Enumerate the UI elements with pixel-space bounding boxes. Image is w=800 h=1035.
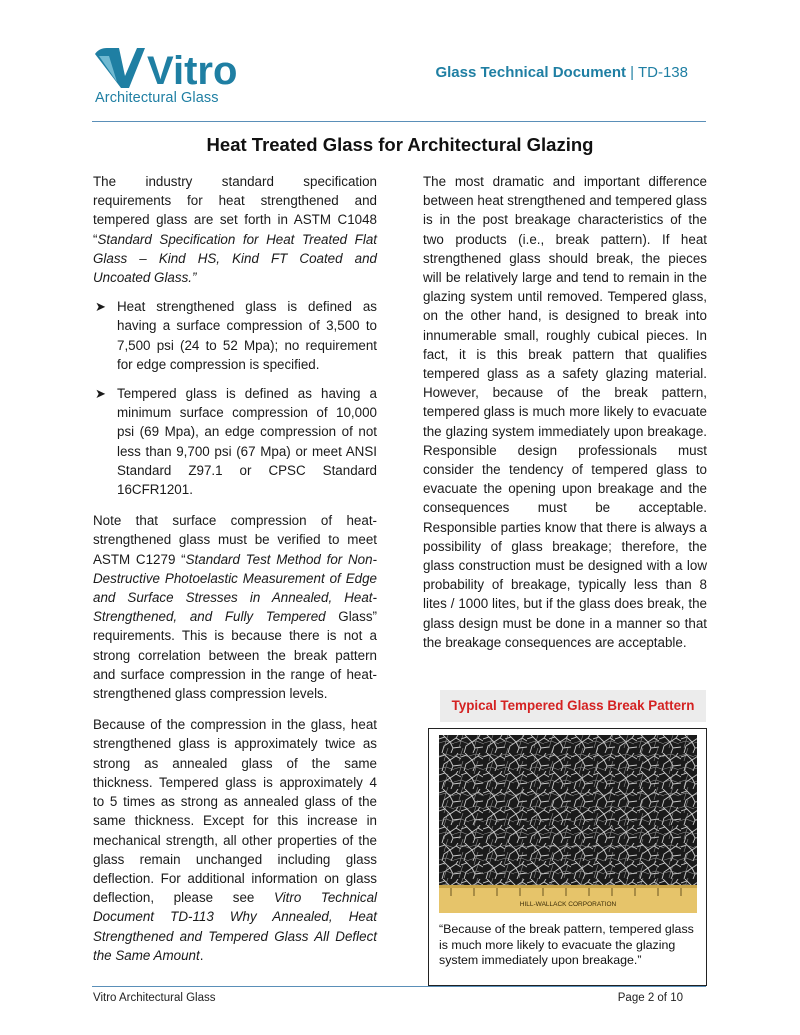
document-number: TD-138 [637,64,688,81]
vitro-logo-mark [95,46,238,93]
intro-text: The industry standard specification requirements for heat strengthened and tempered glass are set forth in ASTM C1048 “ [93,174,377,247]
page-number: Page 2 of 10 [617,992,683,1004]
intro-standard-title: Standard Specification for Heat Treated Flat Glass – Kind HS, Kind FT Coated and Uncoated Glass.” [93,231,377,286]
break-pattern-paragraph: The most dramatic and important difference between heat strengthened and tempered glass is in the post breakage characteristics of the two products (i.e., break pattern). If heat strengthened glass should break, the pieces will be relatively large and tend to remain in the glazing system until removed. Tempered glass, on the other hand, is designed to break into innumerable small, roughly cubical pieces. In fact, it is this break pattern that qualifies tempered glass as a safety glazing material. However, because of the break pattern, tempered glass is much more likely to evacuate the glazing system immediately upon breakage. Responsible design professionals must consider the tendency of tempered glass to evacuate the opening upon breakage and the consequences must be acceptable. Responsible parties know that there is always a possibility of glass breakage; therefore, the glass construction must be designed with a low probability of breakage, typically less than 8 lites / 1000 lites, but if the glass does break, the glass design must be done in a manner so that the breakage consequences are acceptable. [423,174,707,650]
tempered-glass-break-photo [439,735,697,913]
arrow-bullet-icon: ➤ [95,386,106,402]
header-separator: | [630,64,634,81]
figure-quote: “Because of the break pattern, tempered glass is much more likely to evacuate the glazing system immediately upon breakage.” [439,922,694,967]
right-column [423,172,707,652]
definition-list [93,297,377,499]
vitro-logo [95,46,238,106]
list-item [93,297,377,374]
note-paragraph [93,511,377,703]
page-title: Heat Treated Glass for Architectural Glazing [206,134,594,155]
strength-text: Because of the compression in the glass, heat strengthened glass is approximately twice as strong as annealed glass of the same thickness. Tempered glass is approximately 4 to 5 times as strong as annealed glass of the same thickness. Except for this increase in mechanical strength, all other properties of the glass remain unchanged including glass deflection. For additional information on glass deflection, please see [93,717,377,906]
document-header [435,64,688,81]
figure-frame [428,728,707,986]
intro-paragraph [93,172,377,287]
note-text: Note that surface compression of heat-strengthened glass must be verified to meet ASTM C1279 “ [93,513,377,567]
arrow-bullet-icon: ➤ [95,299,106,315]
svg-text:Vitro: Vitro [147,49,238,93]
footer-company: Vitro Architectural Glass [93,992,216,1004]
document-type: Glass Technical Document [435,64,627,81]
figure-caption: Typical Tempered Glass Break Pattern [440,690,706,722]
note-standard-title: Standard Test Method for Non-Destructive Photoelastic Measurement of Edge and Surface Stresses in Annealed, Heat-Strengthened, and Fully Tempered [93,551,378,625]
list-item [93,384,377,499]
note-tail: Glass” requirements. This is because there is not a strong correlation between the break pattern and surface compression in the range of heat-strengthened glass compression levels. [93,609,377,702]
logo-subtitle: Architectural Glass [95,90,219,106]
td113-reference-link: Vitro Technical Document TD-113 Why Annealed, Heat Strengthened and Tempered Glass All Deflect the Same Amount [93,890,377,963]
strength-paragraph [93,715,377,965]
svg-text:HILL-WALLACK CORPORATION: HILL-WALLACK CORPORATION [519,901,617,908]
header-rule [92,121,706,122]
footer-rule [92,986,706,987]
left-column [93,172,377,965]
bullet-text: Heat strengthened glass is defined as having a surface compression of 3,500 to 7,500 psi (24 to 52 Mpa); no requirement for edge compression is specified. [117,299,377,372]
bullet-text: Tempered glass is defined as having a minimum surface compression of 10,000 psi (69 Mpa), an edge compression of not less than 9,700 psi (67 Mpa) or meet ANSI Standard Z97.1 or CPSC Standard 16CFR1201. [117,386,377,498]
strength-tail: . [199,947,204,963]
